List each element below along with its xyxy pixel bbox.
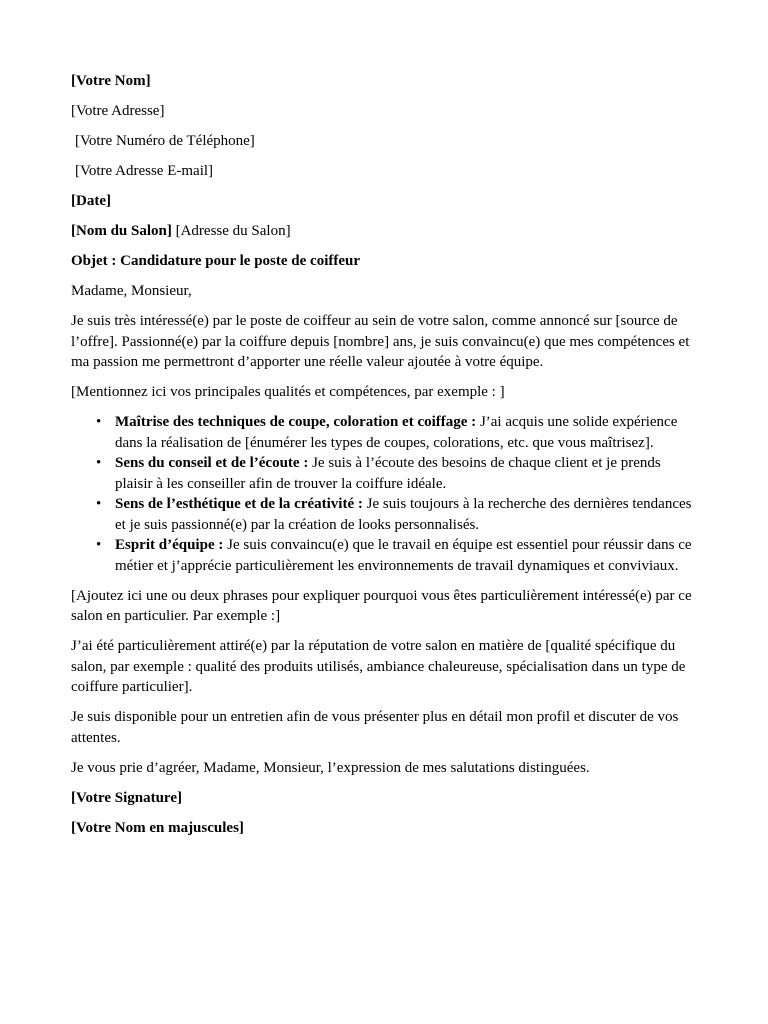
signature: [Votre Signature] (71, 789, 182, 806)
quality-item (96, 494, 698, 535)
qualities-intro: [Mentionnez ici vos principales qualités et compétences, par exemple : ] (71, 384, 505, 400)
quality-title: Esprit d’équipe : (115, 537, 224, 553)
salon-paragraph: J’ai été particulièrement attiré(e) par la réputation de votre salon en matière de [qualité spécifique du salon, par exemple : qualité des produits utilisés, ambiance chaleureuse, spécialisation dans un type de coiffure particulier]. (71, 638, 686, 695)
quality-text: J’ai acquis une solide expérience dans la réalisation de [énumérer les types de coupes, colorations, etc. que vous maîtrisez]. (115, 414, 678, 451)
intro-paragraph: Je suis très intéressé(e) par le poste de coiffeur au sein de votre salon, comme annoncé sur [source de l’offre]. Passionné(e) par la coiffure depuis [nombre] ans, je suis convaincu(e) que mes compétences et ma passion me permettront d’apporter une réelle valeur ajoutée à votre équipe. (71, 313, 690, 370)
salutation: Madame, Monsieur, (71, 283, 192, 299)
quality-title: Sens du conseil et de l’écoute : (115, 455, 309, 471)
bullet-icon: • (96, 537, 102, 553)
quality-title: Maîtrise des techniques de coupe, coloration et coiffage : (115, 414, 477, 430)
quality-title: Sens de l’esthétique et de la créativité : (115, 496, 363, 512)
letter-date: [Date] (71, 193, 111, 209)
sender-address: [Votre Adresse] (71, 103, 165, 119)
sender-email: [Votre Adresse E-mail] (75, 163, 214, 179)
closing-paragraph: Je vous prie d’agréer, Madame, Monsieur, l’expression de mes salutations distinguées. (71, 759, 590, 776)
quality-item (96, 535, 698, 576)
quality-text: Je suis convaincu(e) que le travail en équipe est essentiel pour réussir dans ce métier et j’apprécie particulièrement les environnements de travail dynamiques et conviviaux. (115, 537, 692, 574)
quality-item (96, 412, 698, 453)
availability-paragraph: Je suis disponible pour un entretien afin de vous présenter plus en détail mon profil et discuter de vos attentes. (71, 709, 679, 746)
salon-intro: [Ajoutez ici une ou deux phrases pour expliquer pourquoi vous êtes particulièrement intéressé(e) par ce salon en particulier. Par exemple :] (71, 587, 692, 624)
sender-name: [Votre Nom] (71, 73, 151, 89)
qualities-list (71, 412, 698, 576)
salon-address: [Adresse du Salon] (175, 223, 291, 239)
name-uppercase: [Votre Nom en majuscules] (71, 819, 244, 836)
letter-subject: Objet : Candidature pour le poste de coiffeur (71, 253, 361, 269)
sender-phone: [Votre Numéro de Téléphone] (75, 133, 255, 149)
quality-text: Je suis toujours à la recherche des dernières tendances et je suis passionné(e) par la création de looks personnalisés. (115, 496, 692, 533)
salon-name: [Nom du Salon] (71, 223, 172, 239)
quality-text: Je suis à l’écoute des besoins de chaque client et je prends plaisir à les conseiller afin de trouver la coiffure idéale. (115, 455, 661, 492)
recipient-line (71, 221, 698, 242)
bullet-icon: • (96, 496, 102, 512)
quality-item (96, 453, 698, 494)
bullet-icon: • (96, 414, 102, 430)
bullet-icon: • (96, 455, 102, 471)
